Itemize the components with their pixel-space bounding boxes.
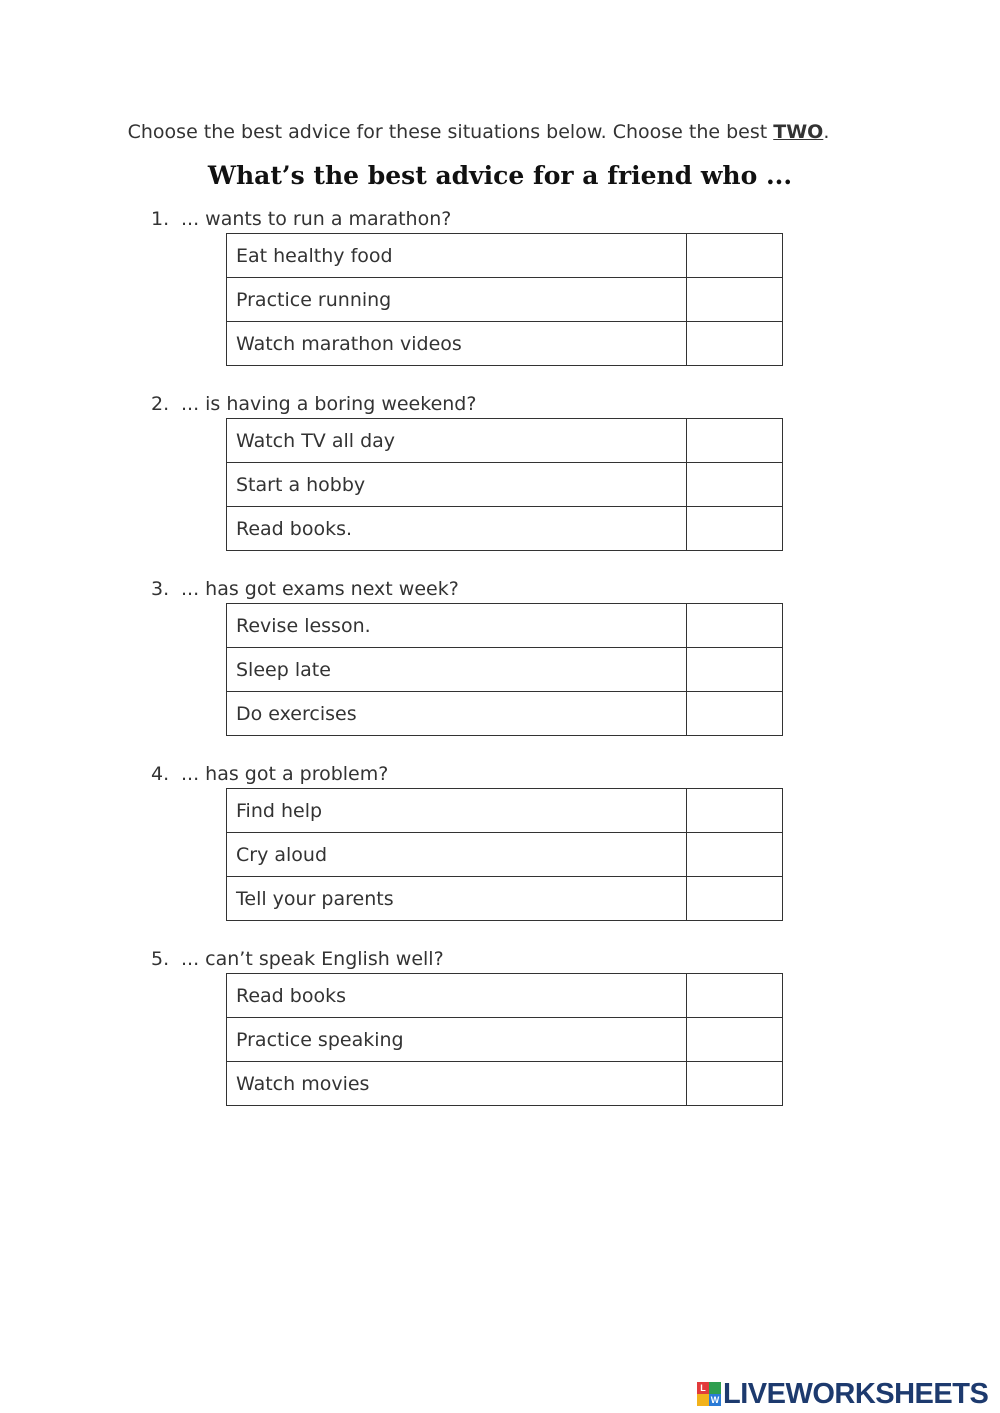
page-title: What’s the best advice for a friend who ... [207, 161, 793, 190]
table-row [227, 1062, 783, 1106]
table-row [227, 463, 783, 507]
instruction-emphasis: TWO [773, 121, 824, 143]
brand-name: LIVEWORKSHEETS [723, 1377, 989, 1410]
logo-block [709, 1382, 721, 1394]
question-number: 3. [151, 578, 170, 600]
answer-box[interactable] [687, 648, 783, 692]
option-text: Find help [227, 789, 687, 833]
table-row [227, 322, 783, 366]
instruction-text [0, 121, 957, 143]
table-row [227, 419, 783, 463]
option-text: Watch TV all day [227, 419, 687, 463]
answer-box[interactable] [687, 1062, 783, 1106]
question-label [151, 208, 451, 230]
option-text: Watch movies [227, 1062, 687, 1106]
table-row [227, 507, 783, 551]
option-text: Tell your parents [227, 877, 687, 921]
question-label [151, 578, 459, 600]
option-text: Read books [227, 974, 687, 1018]
answer-box[interactable] [687, 463, 783, 507]
question-text: ... has got a problem? [181, 763, 389, 785]
answer-box[interactable] [687, 507, 783, 551]
question-text: ... wants to run a marathon? [181, 208, 452, 230]
option-text: Cry aloud [227, 833, 687, 877]
option-text: Eat healthy food [227, 234, 687, 278]
answer-box[interactable] [687, 419, 783, 463]
option-text: Read books. [227, 507, 687, 551]
options-table [226, 603, 783, 736]
table-row [227, 692, 783, 736]
answer-box[interactable] [687, 877, 783, 921]
table-row [227, 833, 783, 877]
table-row [227, 234, 783, 278]
answer-box[interactable] [687, 322, 783, 366]
options-table [226, 418, 783, 551]
answer-box[interactable] [687, 604, 783, 648]
table-row [227, 974, 783, 1018]
liveworksheets-logo-icon [697, 1382, 721, 1406]
option-text: Do exercises [227, 692, 687, 736]
instruction-main: Choose the best advice for these situations below. Choose the best [127, 121, 774, 143]
answer-box[interactable] [687, 974, 783, 1018]
brand-watermark [697, 1378, 988, 1410]
table-row [227, 877, 783, 921]
question-label [151, 948, 444, 970]
instruction-end: . [823, 121, 830, 143]
answer-box[interactable] [687, 234, 783, 278]
options-table [226, 788, 783, 921]
option-text: Practice running [227, 278, 687, 322]
question-label [151, 393, 476, 415]
table-row [227, 1018, 783, 1062]
question-number: 1. [151, 208, 170, 230]
question-text: ... can’t speak English well? [181, 948, 444, 970]
logo-block [697, 1394, 709, 1406]
options-table [226, 973, 783, 1106]
question-text: ... has got exams next week? [181, 578, 459, 600]
logo-letter: L [697, 1382, 709, 1394]
table-row [227, 648, 783, 692]
answer-box[interactable] [687, 692, 783, 736]
logo-letter: W [710, 1395, 720, 1405]
option-text: Start a hobby [227, 463, 687, 507]
option-text: Practice speaking [227, 1018, 687, 1062]
answer-box[interactable] [687, 1018, 783, 1062]
answer-box[interactable] [687, 789, 783, 833]
question-text: ... is having a boring weekend? [181, 393, 477, 415]
question-number: 4. [151, 763, 170, 785]
table-row [227, 278, 783, 322]
option-text: Sleep late [227, 648, 687, 692]
table-row [227, 604, 783, 648]
answer-box[interactable] [687, 278, 783, 322]
table-row [227, 789, 783, 833]
question-number: 5. [151, 948, 170, 970]
question-label [151, 763, 388, 785]
options-table [226, 233, 783, 366]
answer-box[interactable] [687, 833, 783, 877]
option-text: Watch marathon videos [227, 322, 687, 366]
question-number: 2. [151, 393, 170, 415]
option-text: Revise lesson. [227, 604, 687, 648]
